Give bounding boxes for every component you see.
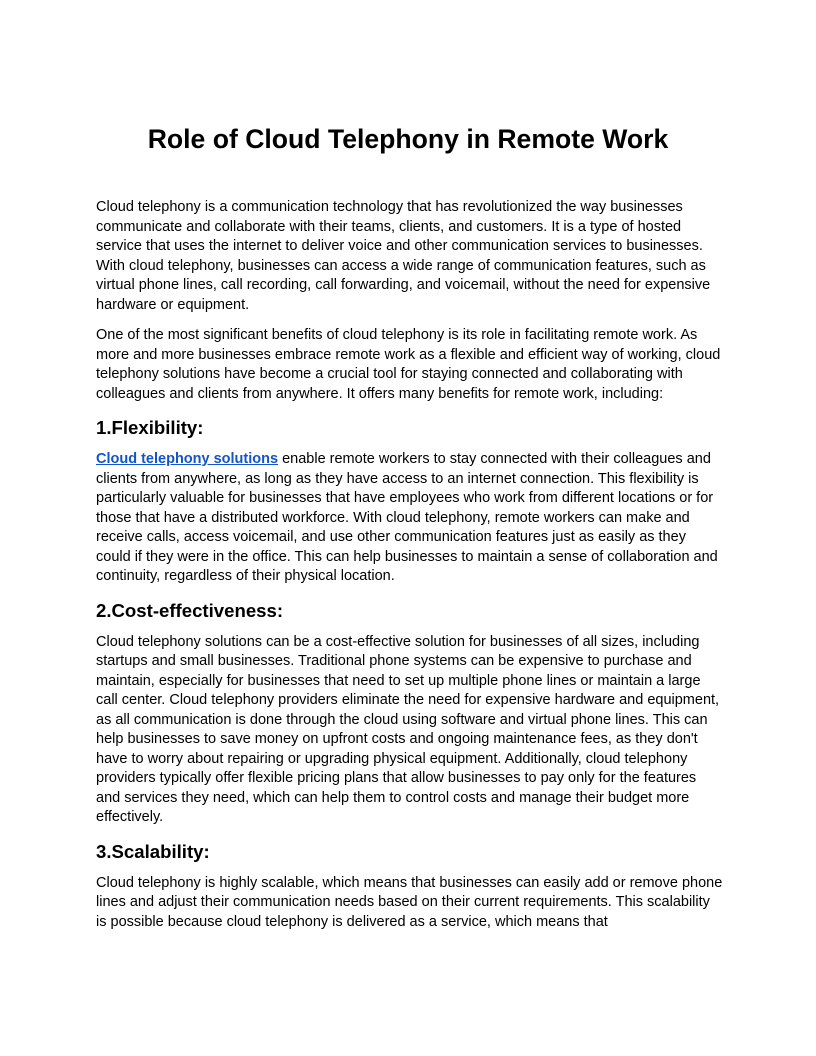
- section-heading-cost-effectiveness: 2.Cost-effectiveness:: [96, 599, 284, 621]
- section-paragraph-cost-effectiveness: Cloud telephony solutions can be a cost-effective solution for businesses of all sizes, including startups and small businesses. Traditional phone systems can be expensive to purchase and maintain, especially for businesses that need to set up multiple phone lines or maintain a large call center. Cloud telephony providers eliminate the need for expensive hardware and equipment, as all communication is done through the cloud using software and virtual phone lines. This can help businesses to save money on upfront costs and ongoing maintenance fees, as they don't have to worry about repairing or upgrading physical equipment. Additionally, cloud telephony providers typically offer flexible pricing plans that allow businesses to pay only for the features and services they need, which can help them to control costs and manage their budget more effectively.: [96, 633, 720, 825]
- intro-paragraph-2: One of the most significant benefits of cloud telephony is its role in facilitating remote work. As more and more businesses embrace remote work as a flexible and efficient way of working, cloud telephony solutions have become a crucial tool for staying connected and collaborating with colleagues and clients from anywhere. It offers many benefits for remote work, including:: [96, 327, 721, 402]
- document-body: [96, 198, 724, 932]
- section-heading-flexibility: 1.Flexibility:: [96, 417, 204, 438]
- section-heading-scalability: 3.Scalability:: [96, 840, 210, 862]
- intro-paragraph-1: Cloud telephony is a communication technology that has revolutionized the way businesses communicate and collaborate with their teams, clients, and customers. It is a type of hosted service that uses the internet to deliver voice and other communication services to businesses. With cloud telephony, businesses can access a wide range of communication features, such as virtual phone lines, call recording, call forwarding, and voicemail, without the need for expensive hardware or equipment.: [96, 199, 711, 313]
- flexibility-body-text: enable remote workers to stay connected with their colleagues and clients from anywhere, as long as they have access to an internet connection. This flexibility is particularly valuable for businesses that have employees who work from different locations or for those that have a distributed workforce. With cloud telephony, remote workers can make and receive calls, access voicemail, and use other communication features just as easily as they could if they were in the office. This can help businesses to maintain a sense of collaboration and continuity, regardless of their physical location.: [96, 451, 718, 584]
- page-title: Role of Cloud Telephony in Remote Work: [147, 124, 669, 154]
- cloud-telephony-solutions-link[interactable]: Cloud telephony solutions: [96, 451, 279, 467]
- section-paragraph-scalability: Cloud telephony is highly scalable, which means that businesses can easily add or remove phone lines and adjust their communication needs based on their current requirements. This scalability is possible because cloud telephony is delivered as a service, which means that: [96, 874, 723, 930]
- section-paragraph-flexibility: [96, 450, 724, 587]
